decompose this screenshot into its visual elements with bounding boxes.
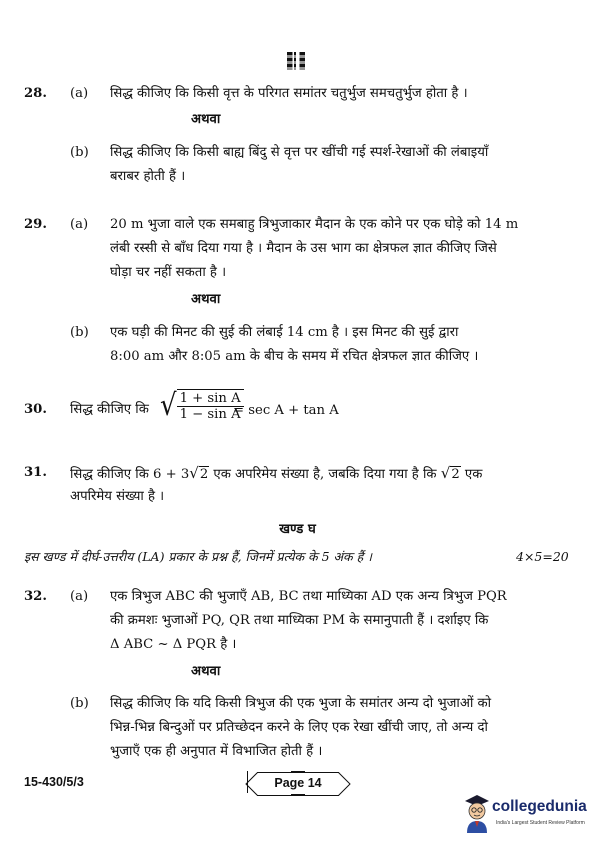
question-text: भुजाएँ एक ही अनुपात में विभाजित होती हैं ।: [110, 744, 323, 759]
question-text: एक अपरिमेय संख्या है, जबकि दिया गया है कि: [213, 467, 437, 482]
subpart-label: (a): [70, 86, 89, 101]
question-number: 31.: [24, 465, 47, 480]
or-label: अथवा: [191, 292, 221, 307]
page-badge-frame-icon: [257, 772, 339, 796]
question-text: की क्रमशः भुजाओं PQ, QR तथा माध्यिका PM के समानुपाती हैं । दर्शाइए कि: [110, 613, 489, 628]
sqrt-value: 2: [451, 467, 460, 482]
subpart-label: (b): [70, 325, 89, 340]
student-mascot-icon: [462, 792, 492, 834]
question-number: 29.: [24, 217, 47, 232]
page-number: Page 14: [274, 776, 322, 790]
question-number: 28.: [24, 86, 47, 101]
question-text: लंबी रस्सी से बाँध दिया गया है । मैदान के उस भाग का क्षेत्रफल ज्ञात कीजिए जिसे: [110, 241, 497, 256]
question-text: Δ ABC ~ Δ PQR है ।: [110, 637, 237, 652]
question-text: भिन्न-भिन्न बिन्दुओं पर प्रतिच्छेदन करने के लिए एक रेखा खींची जाए, तो अन्य दो: [110, 720, 488, 735]
question-text: एक त्रिभुज ABC की भुजाएँ AB, BC तथा माध्यिका AD एक अन्य त्रिभुज PQR: [110, 589, 507, 604]
question-number: 30.: [24, 402, 47, 417]
question-text: 20 m भुजा वाले एक समबाहु त्रिभुजाकार मैदान के एक कोने पर एक घोड़े को 14 m: [110, 217, 519, 232]
question-text: घोड़ा चर नहीं सकता है ।: [110, 265, 227, 280]
subpart-label: (b): [70, 696, 89, 711]
section-marks: 4×5=20: [516, 549, 569, 564]
question-text: सिद्ध कीजिए कि यदि किसी त्रिभुज की एक भुजा के समांतर अन्य दो भुजाओं को: [110, 696, 492, 711]
question-number: 32.: [24, 589, 47, 604]
subpart-label: (b): [70, 145, 89, 160]
subpart-label: (a): [70, 217, 89, 232]
subpart-label: (a): [70, 589, 89, 604]
logo-tagline: India's Largest Student Review Platform: [496, 820, 585, 826]
question-text: 8:00 am और 8:05 am के बीच के समय में रचित क्षेत्रफल ज्ञात कीजिए ।: [110, 349, 479, 364]
fraction-numerator: 1 + sin A: [177, 391, 244, 407]
question-text: सिद्ध कीजिए कि 6 + 3: [70, 467, 190, 482]
or-label: अथवा: [191, 664, 221, 679]
logo-wordmark: collegedunia: [492, 798, 587, 815]
radical-sign: √: [160, 388, 177, 424]
page-badge-right-chevron-icon: [337, 772, 351, 796]
page-badge: [257, 772, 339, 794]
collegedunia-logo: [462, 790, 592, 838]
section-instruction: इस खण्ड में दीर्घ-उत्तरीय (LA) प्रकार के प्रश्न हैं, जिनमें प्रत्येक के 5 अंक हैं ।: [24, 549, 372, 564]
question-text-line: सिद्ध कीजिए कि 6 + 3√2 एक अपरिमेय संख्या है, जबकि दिया गया है कि √2 एक: [70, 464, 483, 482]
section-title: खण्ड घ: [279, 522, 316, 537]
question-text: एक घड़ी की मिनट की सुई की लंबाई 14 cm है । इस मिनट की सुई द्वारा: [110, 325, 459, 340]
or-label: अथवा: [191, 112, 221, 127]
qr-code-icon: [287, 52, 305, 70]
question-text: अपरिमेय संख्या है ।: [70, 489, 165, 504]
radical-expression: [160, 389, 244, 423]
question-text: सिद्ध कीजिए कि किसी वृत्त के परिगत समांतर चतुर्भुज समचतुर्भुज होता है ।: [110, 86, 468, 101]
question-text: एक: [464, 467, 483, 482]
paper-code: 15-430/5/3: [24, 775, 84, 789]
sqrt-value: 2: [199, 467, 209, 482]
question-text: बराबर होती हैं ।: [110, 169, 186, 184]
equation-rhs: = sec A + tan A: [233, 403, 339, 418]
fraction-denominator: 1 − sin A: [179, 407, 241, 422]
question-text: सिद्ध कीजिए कि किसी बाह्य बिंदु से वृत्त पर खींची गई स्पर्श-रेखाओं की लंबाइयाँ: [110, 145, 489, 160]
question-text: सिद्ध कीजिए कि: [70, 402, 149, 417]
